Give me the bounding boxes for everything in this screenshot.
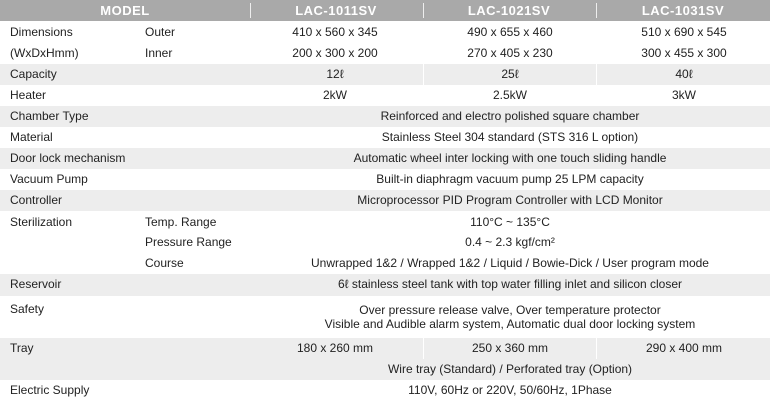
value-cell: 2kW <box>323 88 347 102</box>
table-row-safety <box>0 296 770 338</box>
value-cell: 270 x 405 x 230 <box>467 46 553 60</box>
sub-label: Course <box>145 256 184 270</box>
sub-label: Temp. Range <box>145 215 217 229</box>
table-row-chamber-type <box>0 106 770 127</box>
row-label: Tray <box>10 341 34 355</box>
value-cell: Stainless Steel 304 standard (STS 316 L option) <box>381 130 639 144</box>
model-header: MODEL <box>100 3 150 18</box>
model-col3-header: LAC-1031SV <box>641 3 725 18</box>
table-row-capacity <box>0 64 770 85</box>
row-label: Heater <box>10 88 47 102</box>
value-cell: Unwrapped 1&2 / Wrapped 1&2 / Liquid / Bowie-Dick / User program mode <box>311 256 709 270</box>
value-cell: Reinforced and electro polished square chamber <box>380 109 640 123</box>
value-cell: 110°C ~ 135°C <box>470 215 550 229</box>
value-cell: Wire tray (Standard) / Perforated tray (Option) <box>387 362 633 376</box>
value-cell: Microprocessor PID Program Controller with LCD Monitor <box>357 193 663 207</box>
column-divider <box>423 64 424 85</box>
value-cell: 300 x 455 x 300 <box>641 46 727 60</box>
table-row-door-lock <box>0 148 770 169</box>
column-divider <box>596 338 597 359</box>
sub-label: Inner <box>145 46 173 60</box>
row-label: Controller <box>10 193 63 207</box>
table-row-electric-supply <box>0 380 770 402</box>
row-label: Safety <box>10 302 45 316</box>
row-label: Material <box>10 130 53 144</box>
value-cell: 510 x 690 x 545 <box>641 25 727 39</box>
value-cell: 110V, 60Hz or 220V, 50/60Hz, 1Phase <box>408 383 612 397</box>
value-cell: 290 x 400 mm <box>645 341 723 355</box>
row-label: Capacity <box>10 67 57 81</box>
value-cell: 12ℓ <box>326 67 344 81</box>
table-row-material <box>0 127 770 148</box>
model-col1-header: LAC-1011SV <box>295 3 377 18</box>
value-cell: 40ℓ <box>675 67 693 81</box>
table-row-dimensions <box>0 21 770 64</box>
table-row-heater <box>0 85 770 106</box>
table-row-vacuum-pump <box>0 169 770 190</box>
value-cell: 410 x 560 x 345 <box>292 25 378 39</box>
table-row-controller <box>0 190 770 211</box>
value-cell: 200 x 300 x 200 <box>292 46 378 60</box>
value-cell: 25ℓ <box>501 67 519 81</box>
value-cell: 2.5kW <box>492 88 527 102</box>
value-cell: 0.4 ~ 2.3 kgf/cm² <box>465 235 555 249</box>
value-cell: 180 x 260 mm <box>296 341 374 355</box>
row-label: Dimensions <box>10 25 73 39</box>
value-cell: Over pressure release valve, Over temperature protector <box>359 303 661 317</box>
row-label: Chamber Type <box>10 109 89 123</box>
table-row-reservoir <box>0 274 770 296</box>
table-row-tray <box>0 338 770 380</box>
value-cell: 3kW <box>672 88 696 102</box>
value-cell: Visible and Audible alarm system, Automatic dual door locking system <box>324 317 696 331</box>
column-divider <box>596 64 597 85</box>
value-cell: Automatic wheel inter locking with one touch sliding handle <box>353 151 667 165</box>
table-row-sterilization <box>0 211 770 274</box>
model-col2-header: LAC-1021SV <box>467 3 551 18</box>
sub-label: Outer <box>145 25 176 39</box>
value-cell: Built-in diaphragm vacuum pump 25 LPM capacity <box>376 172 644 186</box>
row-label: Electric Supply <box>10 383 90 397</box>
value-cell: 6ℓ stainless steel tank with top water filling inlet and silicon closer <box>337 277 683 291</box>
row-label: Door lock mechanism <box>10 151 126 165</box>
value-cell: 490 x 655 x 460 <box>467 25 553 39</box>
row-label: Reservoir <box>10 277 62 291</box>
sub-label: Pressure Range <box>145 235 232 249</box>
column-divider <box>423 338 424 359</box>
value-cell: 250 x 360 mm <box>471 341 549 355</box>
row-label: Vacuum Pump <box>10 172 88 186</box>
row-label: Sterilization <box>10 215 73 229</box>
table-header <box>0 0 770 21</box>
row-label: (WxDxHmm) <box>10 46 79 60</box>
